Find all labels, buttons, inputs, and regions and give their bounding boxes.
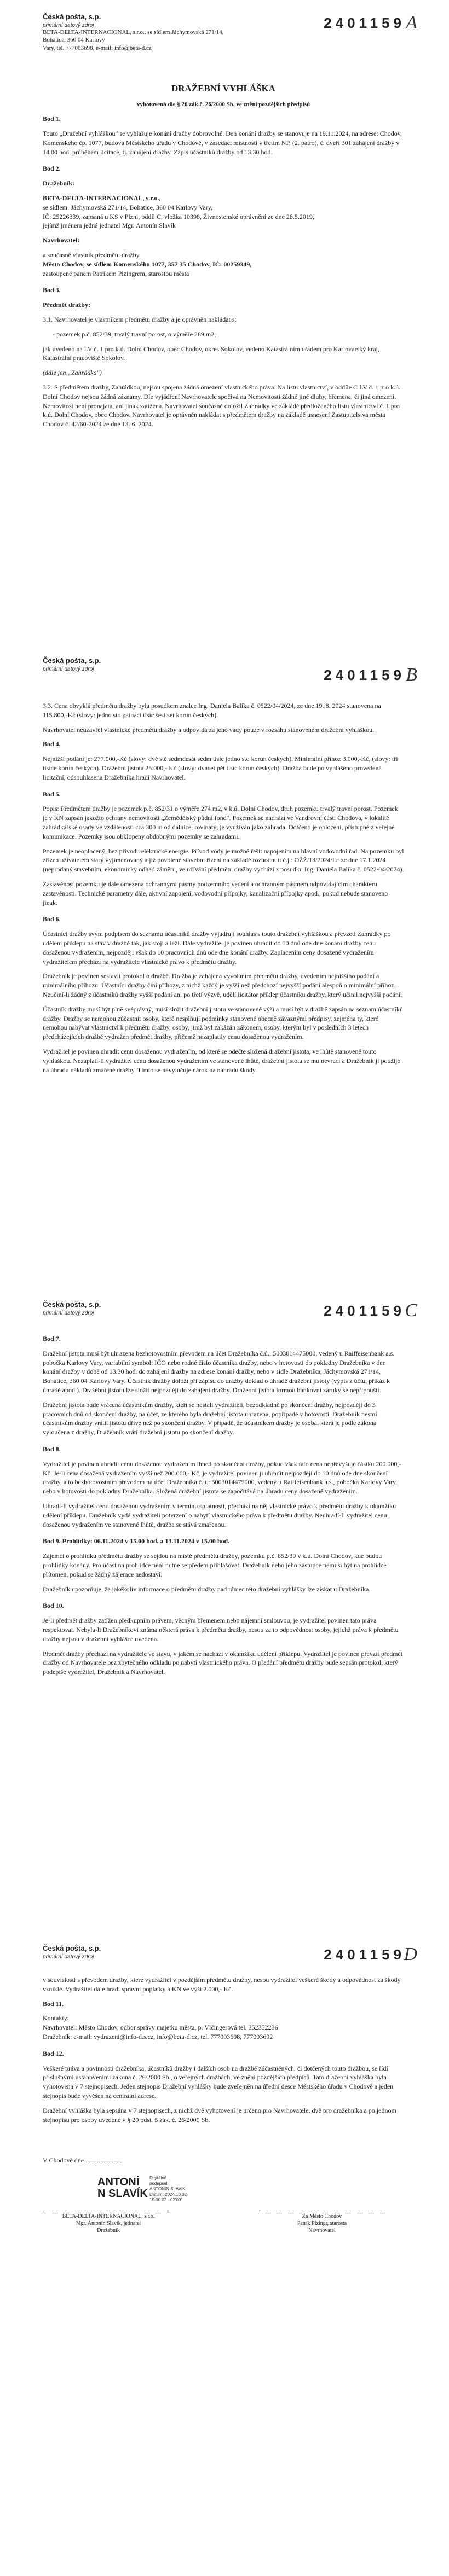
page-body: [43, 701, 404, 1082]
caption-line: Za Město Chodov: [302, 2213, 342, 2219]
paragraph: Zastavěnost pozemku je dále omezena ochrannými pásmy podzemního vedení a ochranným pásmem odpovídajícím charakteru zastavěnosti. Technické parametry dále, aktivní zapojení, vodovodní přípojky, kanalizační přípojky apod., pokud nebude stanoveno jinak.: [43, 880, 388, 906]
signature-meta-line: ANTONÍN SLAVÍK: [149, 2187, 186, 2191]
contact-line: Navrhovatel: Město Chodov, odbor správy majetku města, p. Vlčingerová tel. 352352236: [43, 2023, 278, 2032]
caption-line: Dražebník: [97, 2228, 120, 2234]
page-body: [43, 1975, 404, 2132]
signature-caption-auctioneer: [43, 2213, 174, 2234]
page-body: [43, 1334, 404, 1684]
line: a současně vlastník předmětu dražby: [43, 251, 140, 259]
signature-name-line: N SLAVÍK: [97, 2188, 148, 2200]
signature-place-date: V Chodově dne ......................: [43, 2156, 122, 2164]
logo-name: Česká pošta, s.p.: [43, 656, 101, 665]
signature-name-line: ANTONÍ: [97, 2176, 140, 2188]
line: Město Chodov, se sídlem Komenského 1077, 357 35 Chodov, IČ: 00259349,: [43, 260, 252, 268]
section-bod-9: [43, 1537, 404, 1594]
logo-name: Česká pošta, s.p.: [43, 1944, 101, 1952]
paragraph: Nejnižší podání je: 277.000,-Kč (slovy: dvě stě sedmdesát sedm tisíc jedno sto korun českých). Minimální příhoz 3.000,-Kč, (slovy: tři tisíce korun českých). Dražební jistota 25.000,- Kč (slovy: dvacet pět tisíc korun českých). Dražba bude po vyhlášeno provedená licitační, odsouhlasena Dražebníka hradí Navrhovatel.: [43, 755, 398, 781]
paragraph: Vydražitel je povinen uhradit cenu dosaženou vydražením ihned po skončení dražby, pokud však tato cena nepřevyšuje částku 200.000,- Kč. Je-li cena dosažená vydražením vyšší než 200.000,- Kč, je vydražitel povinen ji uhradit nejpozději do 10 dnů ode dne skončení dražby, a to bezhotovostním převodem na účet Dražebníka č.ú.: 5003014475000, vedený u Raiffeisenbank a.s., pobočka Karlovy Vary, nebo v hotovosti do pokladny Dražebníka. Složená dražební jistota se započítává na úhradu ceny dosažené vydražením.: [43, 1459, 401, 1496]
paragraph: Pozemek je neoplocený, bez přívodu elektrické energie. Přívod vody je možné řešit napojením na hlavní vodovodní řad. Na pozemku byl zřízen uživatelem starý vyjímenovaný a již povolené stavební řízení na základě rozhodnutí č.j.: OŽŽ/13/2024/Lc ze dne 17.1.2024 (neprodaný stavebním, ekonomicky odhad záměru, ve užívání předmětu dražby vychází z posudku Ing. Daniela Balíka č. 0522/04/2024).: [43, 847, 404, 874]
paragraph: Dražební vyhláška byla sepsána v 7 stejnopisech, z nichž dvě vyhotovení je určeno pro Navrhovatele, dvě pro dražebníka a po jednom stejnopisu pro osoby uvedené v § 20 odst. 5 zák. č. 26/2000 Sb.: [43, 2106, 396, 2124]
paragraph: - pozemek p.č. 852/39, trvalý travní porost, o výměře 289 m2,: [53, 330, 216, 338]
logo-subtitle: primární datový zdroj: [43, 666, 94, 672]
page-mark: B: [406, 665, 417, 685]
page-1: [0, 0, 449, 644]
page-3: [0, 1288, 449, 1932]
caption-line: Patrik Pizingr, starosta: [297, 2220, 347, 2226]
section-bod-2: [43, 164, 404, 278]
label: Navrhovatel:: [43, 236, 80, 245]
paragraph: v souvislosti s převodem dražby, které vydražitel v pozdějším předmětu dražby, nesou vydražitel veškeré škody a odpovědnost za škody vzniklé. Vydražitel dále hradí správní poplatky a KN ve výši 2.000,- Kč.: [43, 1976, 401, 1993]
section-heading: Bod 3.: [43, 286, 61, 294]
logo-subtitle: primární datový zdroj: [43, 22, 94, 28]
section-heading: Bod 7.: [43, 1335, 61, 1342]
paragraph: Účastníci dražby svým podpisem do seznamu účastníků dražby vyjadřují souhlas s touto dražební vyhláškou a převzetí Zahrádky po udělení příklepu na stav v dražbě tak, jak stojí a leží. Dále vydražitel je povinen uhradit do 10 dnů ode dne konání dražby cenu dosaženou vydražením, nejpozději však do 10 pracovních dnů ode dne konání dražby. Zaplacením ceny dosažené vydražením vydražitelem přechází na vydražitele vlastnické právo k předmětu dražby.: [43, 930, 391, 966]
signature-meta-line: Digitálně: [149, 2176, 167, 2180]
line: zastoupené panem Patrikem Pizingrem, starostou města: [43, 269, 189, 277]
czech-post-logo: [43, 1300, 101, 1317]
page-mark: A: [406, 13, 417, 33]
paragraph: 3.2. S předmětem dražby, Zahrádkou, nejsou spojena žádná omezení vlastnického práva. Na listu vlastnictví, v oddíle C LV č. 1 pro k.ú. Dolní Chodov nejsou žádná záznamy. Dle vyjádření Navrhovatele spočívá na Nemovitosti žádné jiné dluhy, břemena, či jiná omezení. Nemovitost není pronajata, ani jinak zatížena. Navrhovatel současně doložil Zahrádky ve zákládě předloženého listu vlastnictví č. 1 pro k.ú. Dolní Chodov, obec Chodov. Navrhovatel je oprávněn nakládat s předmětem dražby na základě usnesení Zastupitelstva města Chodov č. 42/60-2024 ze dne 13. 6. 2024.: [43, 383, 401, 428]
section-heading: Bod 12.: [43, 2049, 64, 2057]
section-heading: Bod 1.: [43, 115, 61, 123]
section-heading: Bod 10.: [43, 1602, 64, 1610]
section-bod-10: [43, 1601, 404, 1677]
paragraph: Touto „Dražební vyhláškou" se vyhlašuje konání dražby dobrovolné. Den konání dražby se stanovuje na 19.11.2024, na adrese: Chodov, Komenského čp. 1077, budova Městského úřadu v Chodově, v zasedací místnosti v třetím NP, (2. patro), č. dveří 301 zahájení dražby v 14.00 hod. průběhem licitace, tj. zahájení dražby. Zápis účastníků dražby od 13.30 hod.: [43, 129, 402, 156]
signature-caption-proposer: [259, 2213, 385, 2234]
auctioneer-name: BETA-DELTA-INTERNACIONAL, s.r.o.,: [43, 194, 161, 202]
section-heading: Bod 8.: [43, 1445, 61, 1453]
paragraph: Navrhovatel neuzavřel vlastnické předmětu dražby a odpovídá za jeho vady pouze v rozsahu stanoveném dražební vyhláškou.: [43, 725, 375, 734]
paragraph: Dražební jistota musí být uhrazena bezhotovostním převodem na účet Dražebníka č.ú.: 5003014475000, vedený u Raiffeisenbank a.s. pobočka Karlovy Vary, variabilní symbol: IČO nebo rodné číslo účastníka dražby, nebo v hotovosti do pokladny Dražebníka v den konání dražby v době od 13.30 hod. do zahájení dražby na adrese konání dražby, nebo v sídle Dražebníka, Jáchymovská 271/14, Bohatice, 360 04 Karlovy Vary. Účastník dražby doloží při zápisu do dražby doklad o úhradě dražební jistoty (výpis z účtu, příkaz k úhradě apod.). Dražební jistotu lze složit nejpozději do zahájení dražby. Dražební jistota formou bankovní záruky se nepřipouští.: [43, 1349, 395, 1394]
section-heading: Bod 11.: [43, 1999, 64, 2008]
paragraph: 3.1. Navrhovatel je vlastníkem předmětu dražby a je oprávněn nakládat s:: [43, 315, 237, 323]
page-body: [43, 82, 404, 437]
label: Předmět dražby:: [43, 301, 90, 309]
paragraph: Dražebník je povinen sestavit protokol o dražbě. Dražba je zahájena vyvoláním předmětu dražby, uvedením nejnižšího podání a minimálního příhozu. Účastníci dražby činí příhozy, z nichž každý je vyšší než předchozí nejvyšší podání alespoň o minimální příhoz. Neučiní-li žádný z účastníků dražby vyšší podání ani po třetí výzvě, udělí licitátor příklep účastníku dražby, který učinil nejvyšší podání.: [43, 972, 402, 998]
section-heading: Bod 9. Prohlídky: 06.11.2024 v 15.00 hod. a 13.11.2024 v 15.00 hod.: [43, 1537, 230, 1545]
document-number: 2401159: [324, 1302, 405, 1319]
document-subtitle: vyhotovená dle § 20 zák.č. 26/2000 Sb. ve znění pozdějších předpisů: [136, 101, 310, 108]
line: jejímž jménem jedná jednatel Mgr. Antonín Slavík: [43, 222, 176, 230]
signature-meta-line: Datum: 2024.10.02: [149, 2192, 187, 2197]
caption-line: BETA-DELTA-INTERNACIONAL, s.r.o.: [62, 2213, 155, 2219]
paragraph: (dále jen „Zahrádka"): [43, 369, 102, 377]
logo-name: Česká pošta, s.p.: [43, 13, 101, 21]
paragraph: Dražební jistota bude vrácena účastníkům dražby, kteří se nestali vydražiteli, bezodkladně po skončení dražby, nejpozději do 3 pracovních dnů od skončení dražby, na účet, ze kterého byla dražební jistota uhrazena, popřípadě v hotovosti. Dražebník nesmí účastníkům dražby vrátit jistotu dříve než po skončení dražby. V případě, že účastníkem dražby je osoba, která je podle zákona vyloučena z dražby, Dražebník vrátí dražební jistotu po skončení dražby.: [43, 1400, 377, 1437]
paragraph: Účastník dražby musí být plně svéprávný, musí složit dražební jistotu ve stanovené výši a musí být v dražbě zapsán na seznam účastníků dražby. Dražby se nemohou zúčastnit osoby, které nesplňují podmínky stanovené obecně závaznými předpisy, zejména ty, které nemohou nabývat vlastnictví k předmětu dražby, osoby, jimž byl zakázán zákonem, osoby, kterým byl v posledních 3 letech předcházejících dražbě vydražen předmět dražby, přičemž nezaplatily cenu dosaženou vydražením.: [43, 1005, 403, 1041]
logo-subtitle: primární datový zdroj: [43, 1310, 94, 1316]
paragraph: Dražebník upozorňuje, že jakékoliv informace o předmětu dražby nad rámec této dražební vyhlášky lze získat u Dražebníka.: [43, 1585, 371, 1593]
line: IČ: 25226339, zapsaná u KS v Plzni, oddíl C, vložka 10398, Živnostenské oprávnění ze dne 28.5.2019,: [43, 212, 314, 220]
logo-subtitle: primární datový zdroj: [43, 1953, 94, 1960]
paragraph: Zájemci o prohlídku předmětu dražby se sejdou na místě předmětu dražby, pozemku p.č. 852/39 v k.ú. Dolní Chodov, kde budou prohlídky konány. Pro účast na prohlídce není nutné se předem přihlašovat. Dražebník nebo jeho zástupce nemusí být na prohlídce přítomen, pokud se žádný zájemce nedostaví.: [43, 1552, 387, 1578]
section-heading: Bod 4.: [43, 740, 61, 748]
section-bod-5: [43, 790, 404, 908]
line: se sídlem: Jáchymovská 271/14, Bohatice, 360 04 Karlovy Vary,: [43, 203, 212, 211]
caption-line: Navrhovatel: [308, 2228, 336, 2234]
page-2: [0, 644, 449, 1288]
czech-post-logo: [43, 656, 101, 673]
paragraph: Veškeré práva a povinnosti dražebníka, účastníků dražby i dalších osob na dražbě zúčastněných, či dotčených touto dražbou, se řídí příslušnými ustanoveními zákona č. 26/2000 Sb., o veřejných dražbách, ve znění pozdějších předpisů. Tato dražební vyhláška byla vyhotovena v 7 stejnopisech. Jeden stejnopis Dražební vyhlášky bude zveřejněn na úřední desce Městského úřadu v Chodově a jeden stejnopis bude vyvěšen na centrální adrese.: [43, 2064, 394, 2100]
section-bod-7: [43, 1334, 404, 1437]
document-number: 2401159: [324, 1946, 405, 1963]
page-mark: C: [405, 1300, 417, 1321]
contact-line: Dražebník: e-mail: vydrazeni@info-d.s.cz, info@beta-d.cz, tel. 777003698, 777003692: [43, 2032, 273, 2040]
section-bod-6: [43, 915, 404, 1074]
paragraph: Vydražitel je povinen uhradit cenu dosaženou vydražením, od které se odečte složená dražební jistota, ve lhůtě stanovené touto vyhláškou. Nezaplatí-li vydražitel cenu dosaženou vydražením ve stanovené lhůtě, dražební jistota se mu nevrací a Dražebník ji použije na úhradu nákladů zmařené dražby. Tímto se nevylučuje nárok na náhradu škody.: [43, 1047, 400, 1074]
label: Dražebník:: [43, 179, 74, 188]
digital-signature-meta: [149, 2176, 187, 2203]
czech-post-logo: [43, 12, 101, 29]
label: Kontakty:: [43, 2014, 69, 2022]
document-number: 2401159: [324, 15, 405, 31]
section-heading: Bod 5.: [43, 790, 61, 798]
signature-block: [43, 2156, 404, 2234]
page-mark: D: [404, 1944, 417, 1964]
paragraph: Popis: Předmětem dražby je pozemek p.č. 852/31 o výměře 274 m2, v k.ú. Dolní Chodov, druh pozemku trvalý travní porost. Pozemek je v KN zapsán jakožto ochrany nemovitosti „Zemědělský půdní fond". Pozemek se nachází ve Vandrovní části Chodova, v lokalitě zahrádkářské osady ve vzdálenosti cca 300 m od dálnice, rovinatý, je využíván jako zahrada. Dotčeno je oplocení, přístupné z veřejné komunikace. Pozemky jsou obklopeny obdobnými pozemky se zahradami.: [43, 805, 398, 840]
section-bod-8: [43, 1445, 404, 1529]
paragraph: Uhradí-li vydražitel cenu dosaženou vydražením v termínu splatnosti, přechází na něj vlastnické právo k předmětu dražby k okamžiku udělení příklepu. Dražebník vydá vydražiteli potvrzení o nabytí vlastnického práva k předmětu dražby. Neuhradí-li vydražitel cenu dosaženou vydražením ve stanovené lhůtě, dražba se stává zmařenou.: [43, 1502, 396, 1528]
document-number: 2401159: [324, 667, 405, 683]
section-heading: Bod 2.: [43, 165, 61, 173]
signature-meta-line: 15:00:02 +02'00': [149, 2197, 182, 2202]
address-line: BETA-DELTA-INTERNACIONAL, s.r.o., se sídlem Jáchymovská 271/14, Bohatice, 360 04 Karlovy: [43, 29, 224, 44]
section-heading: Bod 6.: [43, 915, 61, 923]
section-bod-12: [43, 2049, 404, 2125]
page-4: [0, 1932, 449, 2575]
section-bod-11: [43, 1999, 404, 2042]
address-line: Vary, tel. 777003698, e-mail: info@beta-d.cz: [43, 44, 152, 51]
caption-line: Mgr. Antonín Slavík, jednatel: [76, 2220, 141, 2226]
auctioneer-address: [43, 28, 240, 52]
logo-name: Česká pošta, s.p.: [43, 1300, 101, 1309]
paragraph: jak uvedeno na LV č. 1 pro k.ú. Dolní Chodov, obec Chodov, okres Sokolov, vedeno Katastrálním úřadem pro Karlovarský kraj, Katastrální pracoviště Sokolov.: [43, 345, 379, 362]
paragraph: 3.3. Cena obvyklá předmětu dražby byla posudkem znalce Ing. Daniela Balíka č. 0522/04/2024, ze dne 19. 8. 2024 stanovena na 115.800,-Kč (slovy: jedno sto patnáct tisíc šest set korun českých).: [43, 702, 381, 719]
section-bod-1: [43, 114, 404, 156]
section-bod-4: [43, 740, 404, 782]
section-bod-3: [43, 286, 404, 429]
document-title: DRAŽEBNÍ VYHLÁŠKA: [171, 83, 276, 94]
paragraph: Předmět dražby přechází na vydražitele ve stavu, v jakém se nachází v okamžiku udělení příklepu. Vydražitel je povinen převzít předmět dražby od Navrhovatele bez zbytečného odkladu po nabytí vlastnického práva. O předání předmětu dražby bude sepsán protokol, který podepíše vydražitel, Dražebník a Navrhovatel.: [43, 1649, 403, 1676]
paragraph: Je-li předmět dražby zatížen předkupním právem, věcným břemenem nebo nájemní smlouvou, je vydražitel povinen tato práva respektovat. Nebyla-li Dražebníkovi známa některá práva k předmětu dražby, nesou za to odpovědnost osoby, jejichž práva k předmětu dražby nejsou v dražební vyhlášce uvedena.: [43, 1616, 399, 1643]
signature-meta-line: podepsal: [149, 2181, 168, 2186]
czech-post-logo: [43, 1944, 101, 1961]
